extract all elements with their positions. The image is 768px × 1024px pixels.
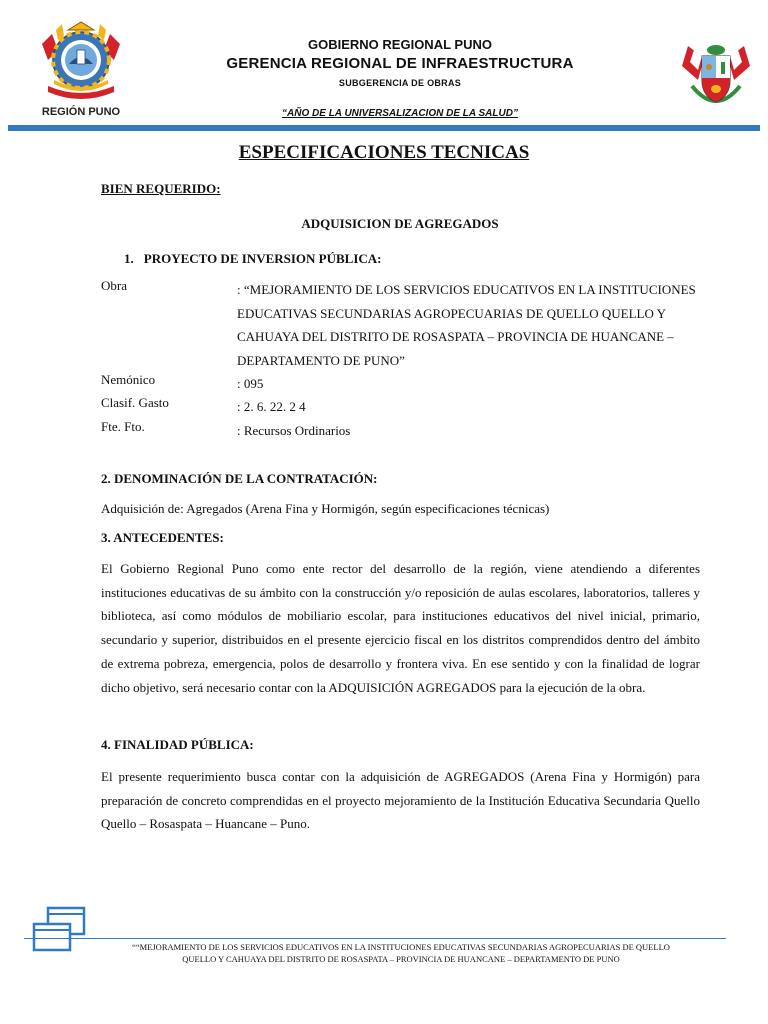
- fuente-financiamiento-value: : Recursos Ordinarios: [237, 423, 351, 438]
- peru-logo: [680, 40, 752, 116]
- section-3-heading: 3. ANTECEDENTES:: [101, 530, 224, 545]
- section-3-text: El Gobierno Regional Puno como ente rector del desarrollo de la región, viene atendiendo a diferentes instituciones educativas de su ámbito con la construcción y/o reposición de aulas escolares, laboratorios, talleres y biblioteca, así como módulos de mobiliario escolar, para instituciones educativos del nivel inicial, primario, secundario y superior, distribuidos en el presente ejercicio fiscal en los distritos comprendidos dentro del ámbito de extrema pobreza, emergencia, polos de desarrollo y frontera viva. En ese sentido y con la finalidad de lograr dicho objetivo, será necesario contar con la ADQUISICIÓN AGREGADOS para la ejecución de la obra.: [101, 561, 700, 695]
- gerencia-name: GERENCIA REGIONAL DE INFRAESTRUCTURA: [226, 55, 574, 72]
- footer-divider: [24, 938, 726, 939]
- section-4-text: El presente requerimiento busca contar con la adquisición de AGREGADOS (Arena Fina y Hormigón) para preparación de concreto comprendidas en el proyecto mejoramiento de la Institución Educativa Secundaria Quello Quello – Rosaspata – Huancane – Puno.: [101, 769, 700, 832]
- subgerencia-name: SUBGERENCIA DE OBRAS: [338, 78, 462, 88]
- region-puno-coat-of-arms-icon: [34, 20, 128, 102]
- section-1-heading: [124, 251, 382, 267]
- nemonico-label: Nemónico: [101, 372, 156, 387]
- section-4-heading: 4. FINALIDAD PÚBLICA:: [101, 737, 254, 752]
- footer-line-2: QUELLO Y CAHUAYA DEL DISTRITO DE ROSASPATA – PROVINCIA DE HUANCANE – DEPARTAMENTO DE PUNO: [182, 954, 620, 964]
- obra-label: Obra: [101, 278, 127, 293]
- year-motto-text: AÑO DE LA UNIVERSALIZACION DE LA SALUD: [287, 108, 513, 119]
- section-2-heading: 2. DENOMINACIÓN DE LA CONTRATACIÓN:: [101, 471, 378, 486]
- government-name: GOBIERNO REGIONAL PUNO: [308, 37, 492, 52]
- bien-requerido-label: BIEN REQUERIDO:: [101, 181, 221, 196]
- year-motto-open-quote: “: [282, 108, 288, 119]
- header-divider: [8, 125, 760, 131]
- peru-coat-of-arms-icon: [680, 40, 752, 116]
- fuente-financiamiento-label: Fte. Fto.: [101, 419, 145, 434]
- document-title: ESPECIFICACIONES TECNICAS: [238, 142, 530, 163]
- clasif-gasto-label: Clasif. Gasto: [101, 395, 169, 410]
- year-motto: [150, 108, 650, 119]
- section-1-title: PROYECTO DE INVERSION PÚBLICA:: [143, 251, 382, 266]
- bien-requerido-value: ADQUISICION DE AGREGADOS: [301, 216, 499, 231]
- footer-line-1: ““MEJORAMIENTO DE LOS SERVICIOS EDUCATIVOS EN LA INSTITUCIONES EDUCATIVAS SECUNDARIAS AGROPECUARIAS DE QUELLO: [132, 942, 670, 952]
- document-header: [0, 0, 768, 135]
- nemonico-value: : 095: [237, 376, 264, 391]
- clasif-gasto-value: : 2. 6. 22. 2 4: [237, 399, 306, 414]
- stacked-windows-icon: [28, 904, 88, 960]
- year-motto-close-quote: ”: [512, 108, 518, 119]
- section-2-text: Adquisición de: Agregados (Arena Fina y Hormigón, según especificaciones técnicas): [101, 501, 550, 516]
- region-logo-label: REGIÓN PUNO: [41, 106, 121, 118]
- obra-value: : “MEJORAMIENTO DE LOS SERVICIOS EDUCATIVOS EN LA INSTITUCIONES EDUCATIVAS SECUNDARIAS AGROPECUARIAS DE QUELLO QUELLO Y CAHUAYA DEL DISTRITO DE ROSASPATA – PROVINCIA DE HUANCANE – DEPARTAMENTO DE PUNO”: [237, 282, 696, 368]
- section-1-number: 1.: [124, 251, 134, 266]
- region-puno-logo: [34, 20, 128, 122]
- footer-project-name: [96, 941, 706, 965]
